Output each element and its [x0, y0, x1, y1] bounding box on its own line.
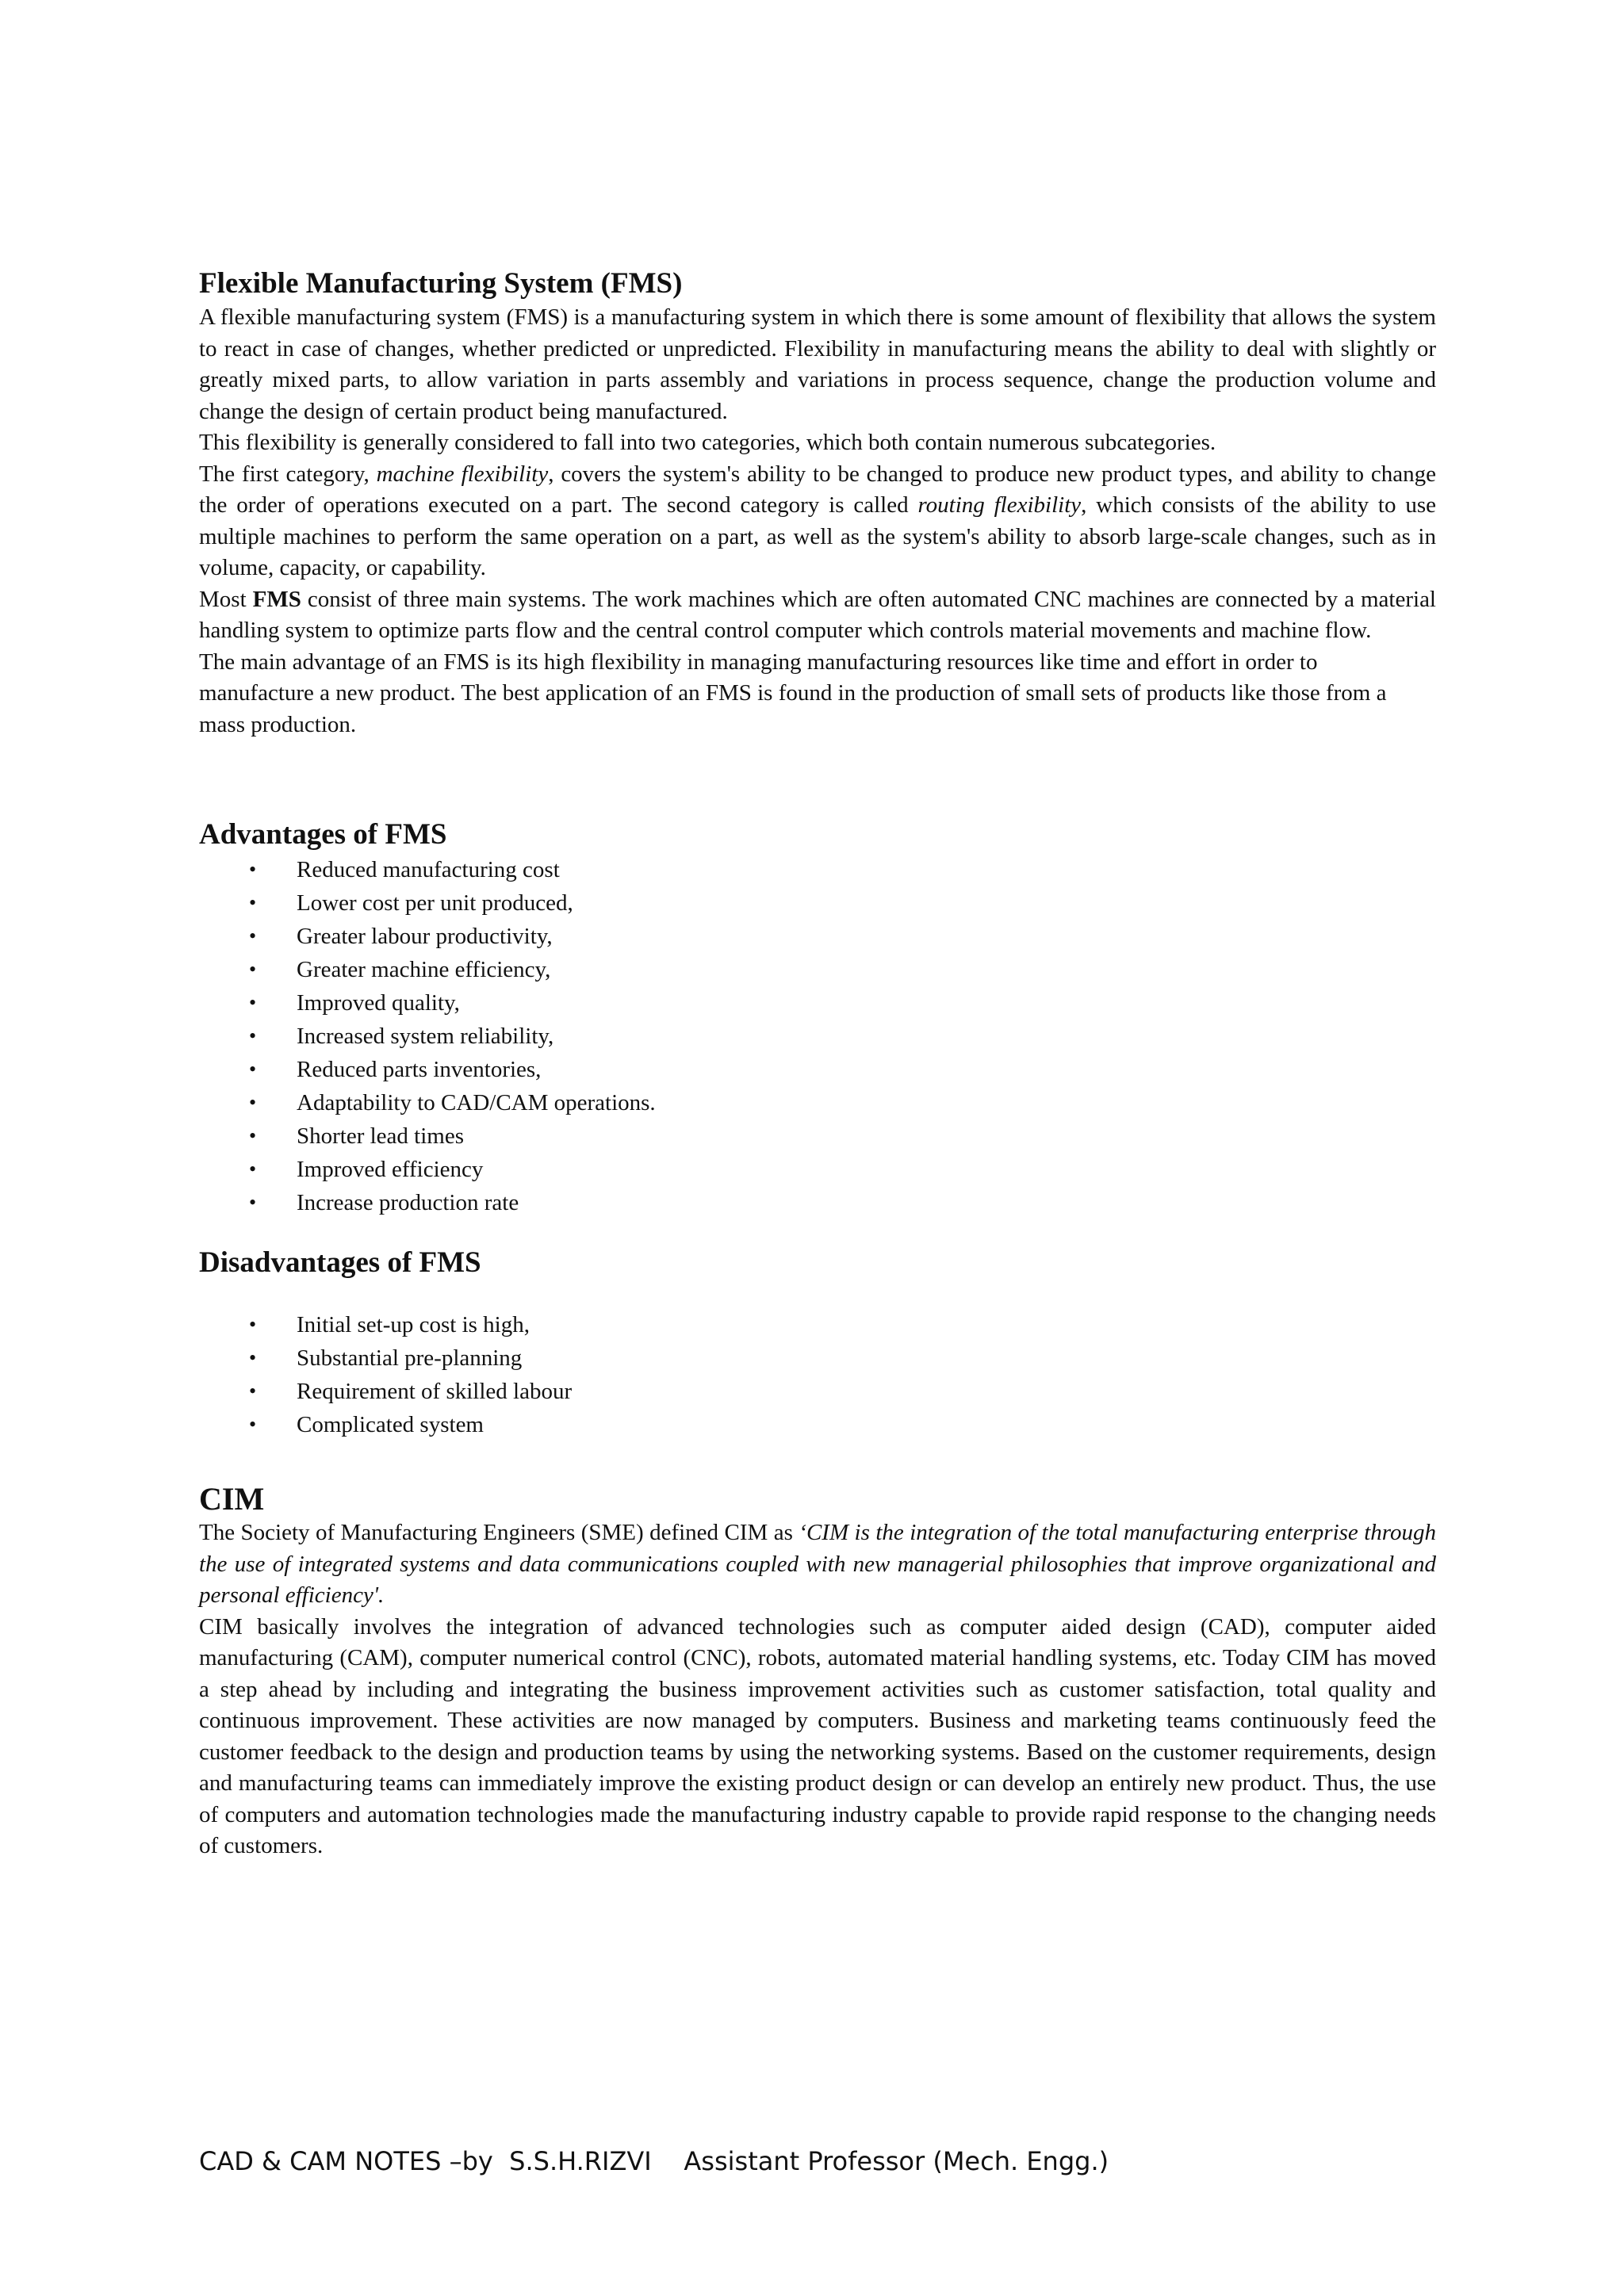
list-item-text: Reduced parts inventories,: [297, 1057, 542, 1082]
bullet-icon: •: [249, 1158, 257, 1181]
list-item-text: Greater machine efficiency,: [297, 957, 551, 982]
list-item: [199, 1086, 1436, 1119]
fms-p3-text-a: The first category,: [199, 461, 377, 487]
section-spacer: [199, 1441, 1436, 1481]
list-item: [199, 1408, 1436, 1441]
list-item: [199, 886, 1436, 920]
section-spacer: [199, 740, 1436, 817]
bullet-icon: •: [249, 1091, 257, 1114]
list-item: [199, 1375, 1436, 1408]
bullet-icon: •: [249, 1191, 257, 1214]
bullet-icon: •: [249, 1024, 257, 1047]
bullet-icon: •: [249, 1313, 257, 1336]
list-item: [199, 986, 1436, 1020]
section-spacer: [199, 1219, 1436, 1245]
bullet-icon: •: [249, 1380, 257, 1402]
list-item-text: Substantial pre-planning: [297, 1345, 523, 1371]
fms-heading: Flexible Manufacturing System (FMS): [199, 267, 683, 300]
bullet-icon: •: [249, 858, 257, 881]
list-item: [199, 1020, 1436, 1053]
list-item-text: Shorter lead times: [297, 1123, 465, 1149]
bullet-icon: •: [249, 891, 257, 914]
list-item-text: Reduced manufacturing cost: [297, 857, 560, 882]
list-item-text: Increase production rate: [297, 1190, 519, 1215]
fms-p4-text-a: Most: [199, 586, 253, 612]
advantages-heading: Advantages of FMS: [199, 818, 447, 851]
list-item-text: Increased system reliability,: [297, 1024, 554, 1049]
fms-bold-term: FMS: [252, 586, 301, 612]
cim-heading: CIM: [199, 1481, 265, 1517]
bullet-icon: •: [249, 1413, 257, 1436]
fms-paragraph-4: [199, 584, 1436, 647]
cim-paragraph-1: [199, 1517, 1436, 1612]
disadvantages-heading: Disadvantages of FMS: [199, 1246, 481, 1279]
page-content: [199, 266, 1436, 1862]
fms-paragraph-5: The main advantage of an FMS is its high flexibility in managing manufacturing resources like time and effort in order to manufacture a new product. The best application of an FMS is found in the production of small sets of products like those from a mass production.: [199, 649, 1387, 737]
list-item: [199, 1153, 1436, 1186]
cim-paragraph-2: CIM basically involves the integration of advanced technologies such as computer aided design (CAD), computer aided manufacturing (CAM), computer numerical control (CNC), robots, automated material handling systems, etc. Today CIM has moved a step ahead by including and integrating the business improvement activities such as customer satisfaction, total quality and continuous improvement. These activities are now managed by computers. Business and marketing teams continuously feed the customer feedback to the design and production teams by using the networking systems. Based on the customer requirements, design and manufacturing teams can immediately improve the existing product design or can develop an entirely new product. Thus, the use of computers and automation technologies made the manufacturing industry capable to provide rapid response to the changing needs of customers.: [199, 1613, 1436, 1858]
list-item-text: Complicated system: [297, 1412, 484, 1437]
list-item-text: Adaptability to CAD/CAM operations.: [297, 1090, 656, 1115]
fms-paragraph-2: This flexibility is generally considered to fall into two categories, which both contain numerous subcategories.: [199, 430, 1216, 455]
fms-p3-text-b: , covers the system's ability to be changed to produce new product types, and ability to change the order of operations executed on a part. The second category is called: [199, 461, 1436, 518]
bullet-icon: •: [249, 958, 257, 981]
list-item: [199, 1186, 1436, 1219]
bullet-icon: •: [249, 1124, 257, 1147]
machine-flexibility-term: machine flexibility: [376, 461, 549, 487]
page-footer: CAD & CAM NOTES –by S.S.H.RIZVI Assistant Professor (Mech. Engg.): [199, 2146, 1109, 2176]
list-item-text: Requirement of skilled labour: [297, 1379, 573, 1404]
list-item-text: Initial set-up cost is high,: [297, 1312, 530, 1337]
list-item-text: Greater labour productivity,: [297, 924, 553, 949]
bullet-icon: •: [249, 991, 257, 1014]
cim-p1-text: The Society of Manufacturing Engineers (SME) defined CIM as: [199, 1520, 799, 1545]
list-item: [199, 1053, 1436, 1086]
list-item-text: Lower cost per unit produced,: [297, 890, 573, 916]
list-item: [199, 920, 1436, 953]
list-item: [199, 1119, 1436, 1153]
routing-flexibility-term: routing flexibility: [917, 492, 1082, 518]
list-item-text: Improved quality,: [297, 990, 460, 1016]
list-item: [199, 853, 1436, 886]
fms-paragraph-1: A flexible manufacturing system (FMS) is a manufacturing system in which there is some amount of flexibility that allows the system to react in case of changes, whether predicted or unpredicted. Flexibility in manufacturing means the ability to deal with slightly or greatly mixed parts, to allow variation in parts assembly and variations in process sequence, change the production volume and change the design of certain product being manufactured.: [199, 304, 1436, 424]
fms-p3-text-c: , which consists of the ability to use multiple machines to perform the same operation on a part, as well as the system's ability to absorb large-scale changes, such as in volume, capacity, or capability.: [199, 492, 1436, 580]
disadvantages-list: [199, 1308, 1436, 1441]
cim-definition-quote: ‘CIM is the integration of the total manufacturing enterprise through the use of integrated systems and data communications coupled with new managerial philosophies that improve organizational and personal efficiency'.: [199, 1520, 1436, 1608]
bullet-icon: •: [249, 1058, 257, 1081]
list-item: [199, 1341, 1436, 1375]
fms-p4-text-b: consist of three main systems. The work machines which are often automated CNC machines are connected by a material handling system to optimize parts flow and the central control computer which controls material movements and machine flow.: [199, 586, 1436, 643]
bullet-icon: •: [249, 1346, 257, 1369]
list-item-text: Improved efficiency: [297, 1157, 484, 1182]
list-item: [199, 953, 1436, 986]
bullet-icon: •: [249, 924, 257, 947]
list-item: [199, 1308, 1436, 1341]
section-spacer: [199, 1281, 1436, 1308]
fms-paragraph-3: [199, 459, 1436, 584]
advantages-list: [199, 853, 1436, 1219]
